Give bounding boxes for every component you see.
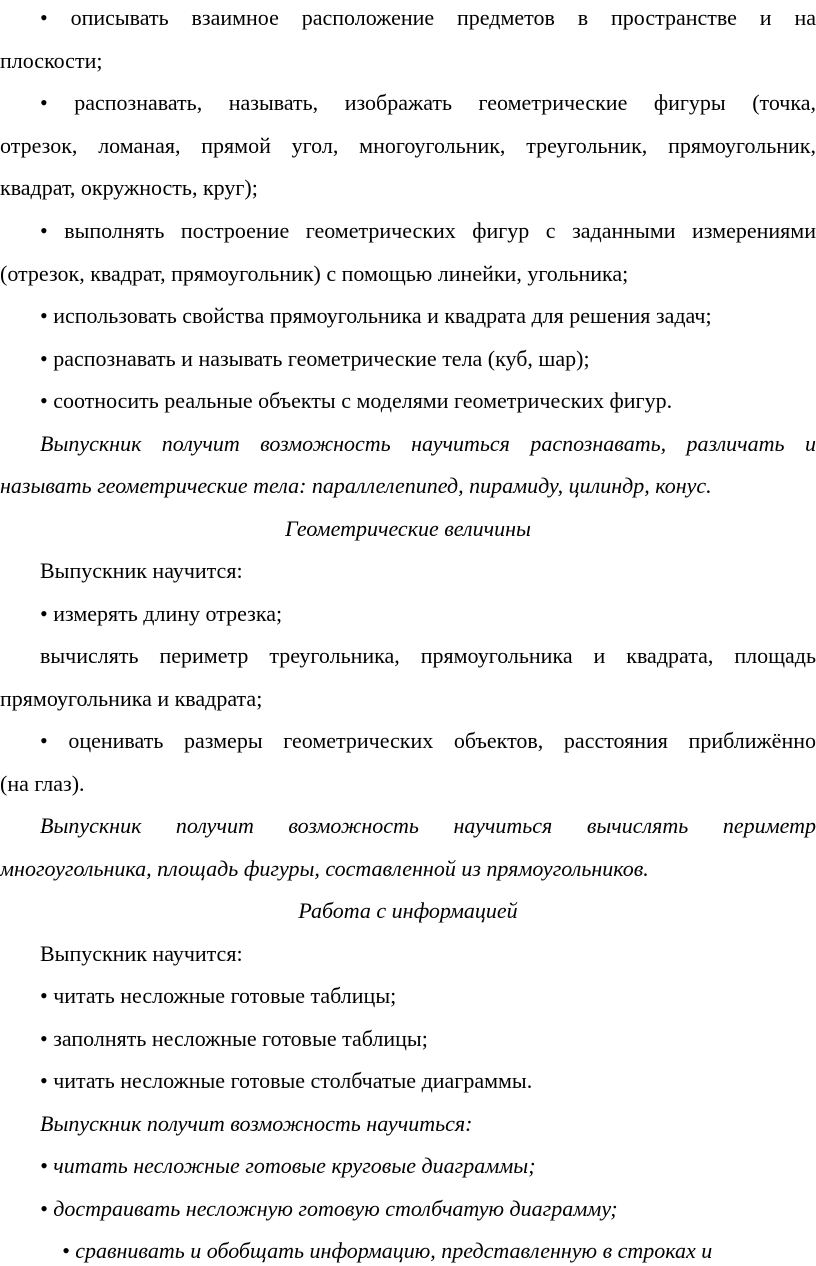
- bullet-line: • оценивать размеры геометрических объектов, расстояния приближённо: [40, 728, 816, 753]
- bullet-line: • распознавать, называть, изображать геометрические фигуры (точка,: [40, 90, 816, 115]
- italic-line: Выпускник получит возможность научиться:: [40, 1111, 473, 1136]
- text-line: квадрат, окружность, круг);: [0, 175, 258, 200]
- text-line: (отрезок, квадрат, прямоугольник) с помощью линейки, угольника;: [0, 261, 629, 286]
- bullet-line: • описывать взаимное расположение предметов в пространстве и на: [40, 5, 816, 30]
- bullet-line: • соотносить реальные объекты с моделями геометрических фигур.: [40, 388, 673, 413]
- italic-bullet-line: • сравнивать и обобщать информацию, представленную в строках и: [62, 1238, 713, 1263]
- text-line: вычислять периметр треугольника, прямоугольника и квадрата, площадь: [40, 643, 816, 668]
- text-line: (на глаз).: [0, 771, 85, 796]
- bullet-line: • читать несложные готовые таблицы;: [40, 983, 397, 1008]
- italic-line: называть геометрические тела: параллелепипед, пирамиду, цилиндр, конус.: [0, 473, 712, 498]
- bullet-line: • измерять длину отрезка;: [40, 601, 283, 626]
- bullet-line: • выполнять построение геометрических фигур с заданными измерениями: [40, 218, 816, 243]
- bullet-line: • использовать свойства прямоугольника и квадрата для решения задач;: [40, 303, 712, 328]
- bullet-line: • читать несложные готовые столбчатые диаграммы.: [40, 1068, 533, 1093]
- italic-line: Выпускник получит возможность научиться распознавать, различать и: [40, 431, 816, 456]
- bullet-line: • заполнять несложные готовые таблицы;: [40, 1026, 428, 1051]
- text-line: прямоугольника и квадрата;: [0, 686, 263, 711]
- bullet-line: • распознавать и называть геометрические тела (куб, шар);: [40, 346, 590, 371]
- text-line: плоскости;: [0, 48, 103, 73]
- italic-line: Выпускник получит возможность научиться вычислять периметр: [40, 813, 816, 838]
- italic-line: многоугольника, площадь фигуры, составленной из прямоугольников.: [0, 856, 649, 881]
- text-line: Выпускник научится:: [40, 941, 243, 966]
- section-heading: Геометрические величины: [285, 516, 531, 541]
- italic-bullet-line: • достраивать несложную готовую столбчатую диаграмму;: [40, 1196, 618, 1221]
- italic-bullet-line: • читать несложные готовые круговые диаграммы;: [40, 1153, 536, 1178]
- section-heading: Работа с информацией: [298, 898, 518, 923]
- text-line: отрезок, ломаная, прямой угол, многоугольник, треугольник, прямоугольник,: [0, 133, 816, 158]
- text-line: Выпускник научится:: [40, 558, 243, 583]
